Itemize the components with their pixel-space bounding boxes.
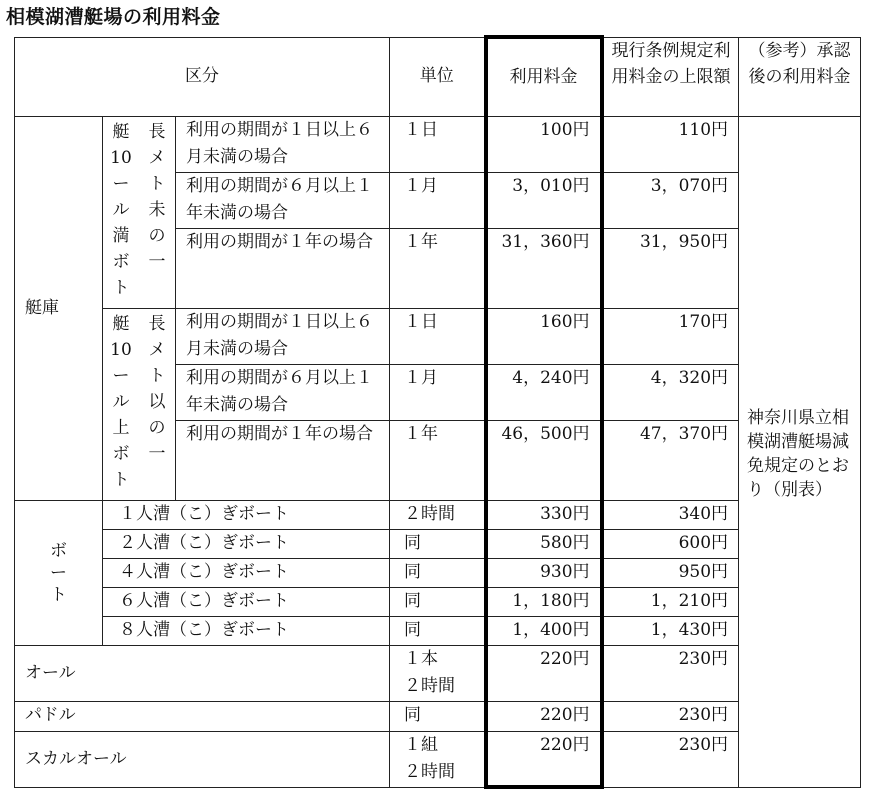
- shed-under-label: [103, 116, 176, 308]
- vertical-label-char: 上: [112, 417, 130, 438]
- boat-name: ６人漕（こ）ぎボート: [103, 587, 390, 616]
- table-row: [15, 701, 861, 731]
- vertical-label-char: ボ: [112, 251, 130, 272]
- shed-unit: １月: [390, 364, 486, 420]
- fee-cell: 160円: [486, 308, 602, 364]
- shed-unit: １年: [390, 228, 486, 308]
- limit-cell: 3，070円: [602, 172, 739, 228]
- fee-cell: 930円: [486, 558, 602, 587]
- limit-cell: 4，320円: [602, 364, 739, 420]
- header-limit: 現行条例規定利用料金の上限額: [602, 37, 739, 116]
- scull-label: スカルオール: [15, 731, 390, 787]
- boat-label-char: ボ: [50, 540, 67, 561]
- vertical-label-char: ト: [148, 173, 166, 194]
- fee-table: [14, 35, 861, 789]
- vertical-label-char: ー: [112, 173, 130, 194]
- table-row: [15, 500, 861, 529]
- shed-unit: １月: [390, 172, 486, 228]
- vertical-label-char: ト: [112, 277, 130, 298]
- fee-cell: 1，400円: [486, 616, 602, 645]
- limit-cell: 1，210円: [602, 587, 739, 616]
- vertical-label-char: 艇: [112, 121, 130, 142]
- shed-desc: 利用の期間が１年の場合: [176, 228, 390, 308]
- vertical-label-char: ル: [112, 391, 130, 412]
- header-reference: （参考）承認後の利用料金: [739, 37, 861, 116]
- boat-name: ８人漕（こ）ぎボート: [103, 616, 390, 645]
- vertical-label-char: 満: [112, 225, 130, 246]
- shed-desc: 利用の期間が１日以上６月未満の場合: [176, 116, 390, 172]
- fee-cell: 220円: [486, 645, 602, 701]
- vertical-label-char: ボ: [112, 443, 130, 464]
- header-fee: 利用料金: [486, 37, 602, 116]
- vertical-label-char: 長: [148, 121, 166, 142]
- vertical-label-char: 一: [148, 443, 166, 464]
- limit-cell: 230円: [602, 701, 739, 731]
- fee-cell: 330円: [486, 500, 602, 529]
- vertical-label-char: ト: [148, 365, 166, 386]
- limit-cell: 230円: [602, 645, 739, 701]
- fee-cell: 46，500円: [486, 420, 602, 500]
- vertical-label-char: ー: [112, 365, 130, 386]
- scull-unit: [390, 731, 486, 787]
- scull-unit-qty: １組: [404, 734, 439, 755]
- limit-cell: 340円: [602, 500, 739, 529]
- limit-cell: 950円: [602, 558, 739, 587]
- limit-cell: 1，430円: [602, 616, 739, 645]
- shed-unit: １日: [390, 116, 486, 172]
- limit-cell: 230円: [602, 731, 739, 787]
- boat-unit: 同: [390, 616, 486, 645]
- oar-unit: [390, 645, 486, 701]
- table-row: [15, 645, 861, 701]
- boat-name: ４人漕（こ）ぎボート: [103, 558, 390, 587]
- vertical-label-char: 以: [148, 391, 166, 412]
- page-title: 相模湖漕艇場の利用料金: [6, 6, 221, 28]
- vertical-label-char: 10: [110, 339, 132, 360]
- table-row: [15, 616, 861, 645]
- oar-label: オール: [15, 645, 390, 701]
- table-row: [15, 587, 861, 616]
- vertical-label-char: ト: [112, 469, 130, 490]
- fee-cell: 31，360円: [486, 228, 602, 308]
- shed-desc: 利用の期間が１日以上６月未満の場合: [176, 308, 390, 364]
- limit-cell: 47，370円: [602, 420, 739, 500]
- boat-label-char: ー: [50, 562, 67, 583]
- boat-unit: ２時間: [390, 500, 486, 529]
- limit-cell: 31，950円: [602, 228, 739, 308]
- fee-cell: 3，010円: [486, 172, 602, 228]
- vertical-label-char: 艇: [112, 313, 130, 334]
- scull-unit-time: ２時間: [404, 761, 456, 782]
- paddle-unit: 同: [390, 701, 486, 731]
- boat-label-char: ト: [50, 584, 67, 605]
- limit-cell: 110円: [602, 116, 739, 172]
- vertical-label-char: の: [148, 417, 166, 438]
- shed-label: 艇庫: [15, 116, 103, 500]
- header-unit: 単位: [390, 37, 486, 116]
- table-row: [15, 116, 861, 172]
- vertical-label-char: メ: [148, 147, 166, 168]
- table-row: [15, 731, 861, 787]
- vertical-label-char: 一: [148, 251, 166, 272]
- table-row: [15, 308, 861, 364]
- limit-cell: 600円: [602, 529, 739, 558]
- header-row: [15, 37, 861, 116]
- boat-label: [15, 500, 103, 645]
- boat-unit: 同: [390, 529, 486, 558]
- vertical-label-char: の: [148, 225, 166, 246]
- vertical-label-char: 長: [148, 313, 166, 334]
- shed-unit: １年: [390, 420, 486, 500]
- limit-cell: 170円: [602, 308, 739, 364]
- paddle-label: パドル: [15, 701, 390, 731]
- shed-desc: 利用の期間が１年の場合: [176, 420, 390, 500]
- shed-unit: １日: [390, 308, 486, 364]
- fee-cell: 580円: [486, 529, 602, 558]
- boat-name: ２人漕（こ）ぎボート: [103, 529, 390, 558]
- vertical-label-char: ル: [112, 199, 130, 220]
- shed-desc: 利用の期間が６月以上１年未満の場合: [176, 172, 390, 228]
- oar-unit-qty: １本: [404, 648, 439, 669]
- boat-unit: 同: [390, 558, 486, 587]
- reference-note-text: 神奈川県立相模湖漕艇場減免規定のとおり（別表）: [747, 407, 850, 500]
- table-row: [15, 558, 861, 587]
- reference-note: [739, 116, 861, 787]
- vertical-label-char: メ: [148, 339, 166, 360]
- header-category: 区分: [15, 37, 390, 116]
- oar-unit-time: ２時間: [404, 675, 456, 696]
- fee-cell: 1，180円: [486, 587, 602, 616]
- table-row: [15, 529, 861, 558]
- fee-cell: 4，240円: [486, 364, 602, 420]
- shed-over-label: [103, 308, 176, 500]
- vertical-label-char: 10: [110, 147, 132, 168]
- fee-cell: 220円: [486, 731, 602, 787]
- shed-desc: 利用の期間が６月以上１年未満の場合: [176, 364, 390, 420]
- vertical-label-char: 未: [148, 199, 166, 220]
- fee-cell: 100円: [486, 116, 602, 172]
- fee-cell: 220円: [486, 701, 602, 731]
- boat-unit: 同: [390, 587, 486, 616]
- vertical-label-char: [139, 467, 175, 493]
- boat-name: １人漕（こ）ぎボート: [103, 500, 390, 529]
- vertical-label-char: [139, 275, 175, 301]
